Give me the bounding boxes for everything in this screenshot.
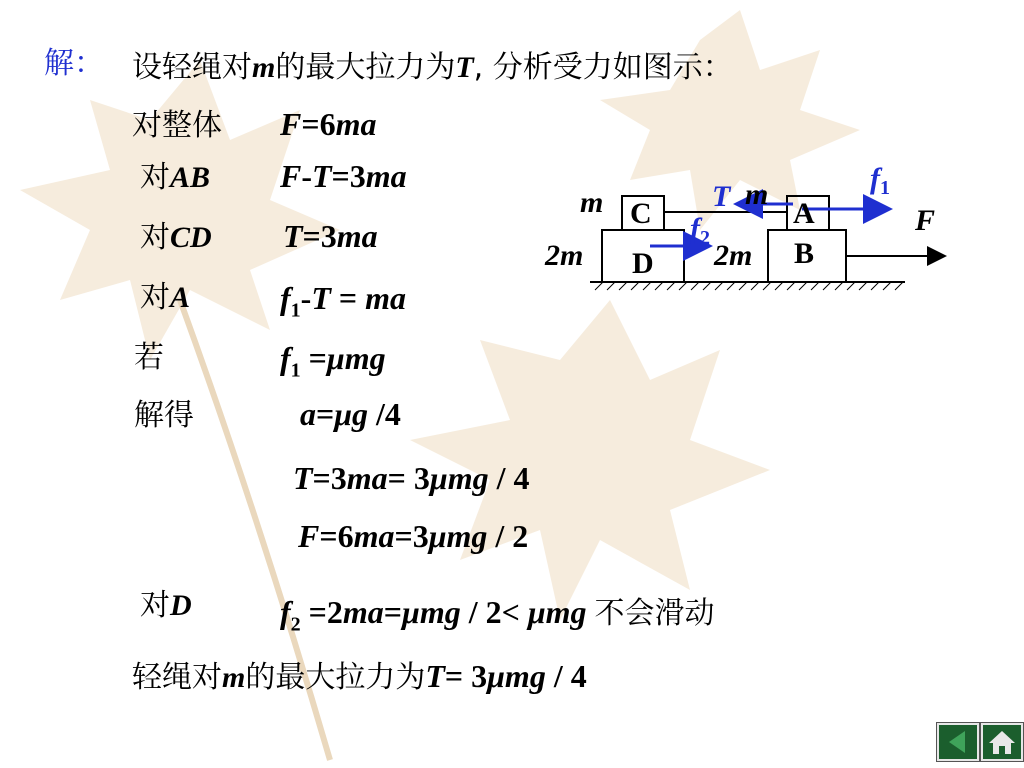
- eq-whole: F=6ma: [280, 106, 377, 142]
- result-T: T=3ma= 3μmg / 4: [293, 460, 530, 496]
- mass-C: m: [580, 186, 604, 219]
- row-label-whole: 对整体: [132, 108, 222, 143]
- label-f1: $f_1$: [870, 162, 890, 199]
- back-button[interactable]: [936, 722, 980, 762]
- row-label-if: 若: [134, 340, 164, 375]
- force-diagram: [540, 160, 960, 300]
- eq-ab: F-T=3ma: [280, 158, 407, 194]
- mass-D: 2m: [545, 239, 584, 272]
- label-D: D: [632, 247, 654, 280]
- home-button[interactable]: [980, 722, 1024, 762]
- result-F: F=6ma=3μmg / 2: [298, 518, 529, 554]
- eq-d: $f_2 =2ma=\mu mg / 2< \mu mg$ 不会滑动: [280, 594, 715, 636]
- solution-heading: 解：: [44, 46, 104, 81]
- eq-solve: a=μg /4: [300, 396, 401, 432]
- home-icon: [981, 723, 1023, 761]
- ground-hatching: [595, 282, 903, 290]
- row-label-a: 对A: [140, 280, 191, 315]
- row-label-cd: 对CD: [140, 220, 212, 255]
- row-label-d: 对D: [140, 588, 192, 623]
- row-label-solve: 解得: [134, 398, 194, 433]
- solution-label: 解: [44, 46, 74, 81]
- eq-if: $f_1 =\mu mg$: [280, 340, 386, 382]
- label-T: T: [712, 180, 731, 213]
- label-A: A: [793, 197, 815, 230]
- label-F: F: [915, 204, 936, 237]
- label-C: C: [630, 197, 652, 230]
- label-B: B: [794, 237, 815, 270]
- label-f2: $f_2$: [690, 212, 710, 249]
- mass-B: 2m: [714, 239, 753, 272]
- eq-cd: T=3ma: [283, 218, 378, 254]
- intro-line: 设轻绳对m的最大拉力为T, 分析受力如图示：: [132, 50, 733, 85]
- back-icon: [937, 723, 979, 761]
- eq-a: $f_1-T$ = ma: [280, 280, 406, 322]
- row-label-ab: 对AB: [140, 160, 211, 195]
- conclusion-line: 轻绳对m的最大拉力为T= 3μmg / 4: [132, 658, 587, 695]
- mass-A: m: [745, 178, 769, 211]
